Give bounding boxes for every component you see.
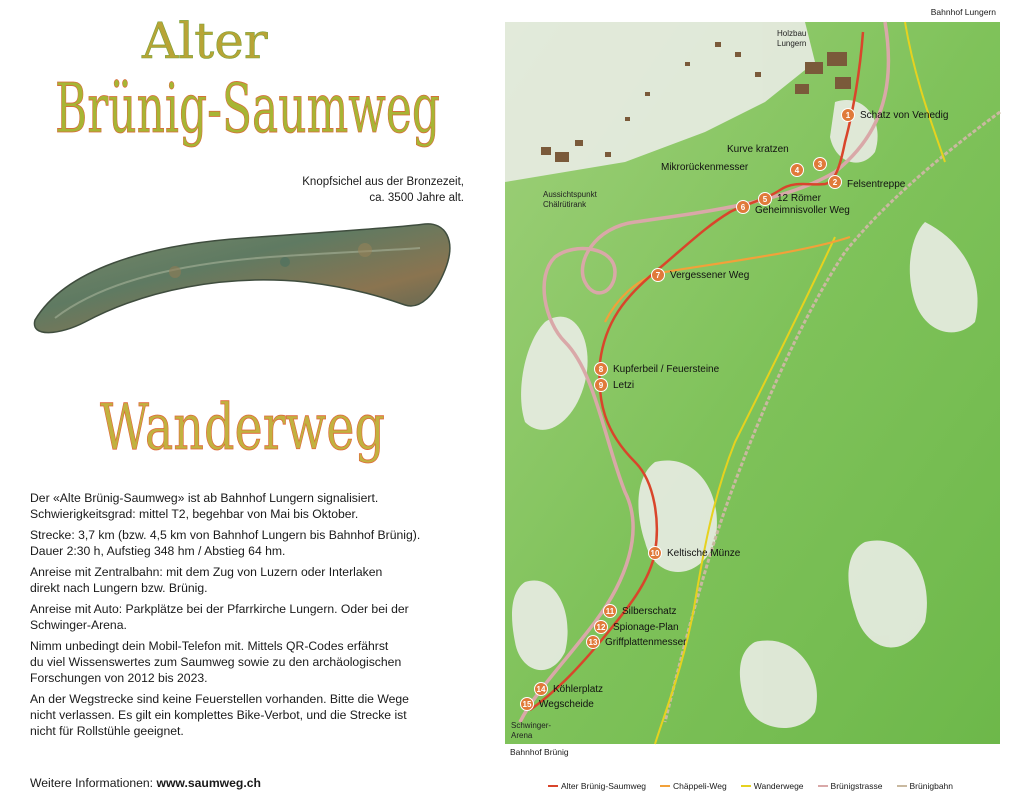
station-11[interactable] bbox=[604, 605, 677, 618]
station-number: 3 bbox=[817, 160, 823, 169]
info-text bbox=[30, 490, 470, 744]
legend-swatch bbox=[741, 785, 751, 787]
place-schwinger-line2: Arena bbox=[511, 731, 533, 740]
legend-label: Brünigstrasse bbox=[830, 781, 883, 791]
station-15[interactable] bbox=[521, 698, 595, 711]
title-subtitle bbox=[100, 385, 390, 465]
station-8[interactable] bbox=[595, 363, 720, 376]
info-p5c: Forschungen von 2012 bis 2023. bbox=[30, 671, 208, 685]
place-holzbau-line1: Holzbau bbox=[777, 29, 807, 38]
info-p1a: Der «Alte Brünig-Saumweg» ist ab Bahnhof Lungern signalisiert. bbox=[30, 491, 379, 505]
place-schwinger-line1: Schwinger- bbox=[511, 721, 552, 730]
station-number: 5 bbox=[762, 195, 768, 204]
legend-swatch bbox=[897, 785, 907, 787]
image-caption bbox=[244, 174, 464, 206]
info-paragraph bbox=[30, 527, 470, 559]
map-legend bbox=[548, 781, 953, 791]
info-paragraph bbox=[30, 601, 470, 633]
legend-swatch bbox=[548, 785, 558, 787]
station-label: Kurve kratzen bbox=[727, 144, 789, 155]
caption-line2: ca. 3500 Jahre alt. bbox=[369, 192, 464, 204]
station-label: Mikrorückenmesser bbox=[661, 162, 749, 173]
station-label: Vergessener Weg bbox=[670, 270, 750, 281]
legend-swatch bbox=[818, 785, 828, 787]
station-number: 12 bbox=[596, 623, 606, 632]
title-line1: Alter bbox=[142, 12, 268, 70]
place-aussicht-line1: Aussichtspunkt bbox=[543, 190, 597, 199]
legend-label: Wanderwege bbox=[753, 781, 804, 791]
station-number: 6 bbox=[740, 203, 746, 212]
label-bahnhof-lungern: Bahnhof Lungern bbox=[930, 7, 996, 17]
info-paragraph bbox=[30, 490, 470, 522]
station-label: Schatz von Venedig bbox=[860, 110, 949, 121]
station-number: 8 bbox=[598, 365, 604, 374]
info-p6c: nicht für Rollstühle geeignet. bbox=[30, 724, 184, 738]
station-label: Spionage-Plan bbox=[613, 622, 679, 633]
website-link[interactable]: www.saumweg.ch bbox=[156, 776, 261, 790]
legend-swatch bbox=[660, 785, 670, 787]
legend-item-bruenigbahn bbox=[897, 781, 953, 791]
info-p3b: direkt nach Lungern bzw. Brünig. bbox=[30, 581, 208, 595]
station-number: 10 bbox=[650, 549, 660, 558]
info-p3a: Anreise mit Zentralbahn: mit dem Zug von Luzern oder Interlaken bbox=[30, 565, 383, 579]
station-label: Geheimnisvoller Weg bbox=[755, 205, 850, 216]
trail-map bbox=[505, 22, 1000, 744]
legend-label: Alter Brünig-Saumweg bbox=[561, 781, 647, 791]
legend-item-chaeppeli bbox=[660, 781, 727, 791]
station-label: Silberschatz bbox=[622, 606, 677, 617]
place-holzbau-line2: Lungern bbox=[777, 39, 807, 48]
info-p6a: An der Wegstrecke sind keine Feuerstellen vorhanden. Bitte die Wege bbox=[30, 692, 409, 706]
subtitle-text: Wanderweg bbox=[100, 391, 385, 465]
info-p1b: Schwierigkeitsgrad: mittel T2, begehbar von Mai bis Oktober. bbox=[30, 507, 359, 521]
station-5[interactable] bbox=[759, 193, 822, 206]
station-number: 14 bbox=[536, 685, 546, 694]
station-number: 7 bbox=[655, 271, 661, 280]
station-label: 12 Römer bbox=[777, 193, 821, 204]
title-alter bbox=[138, 8, 268, 70]
title-line2: Brünig-Saumweg bbox=[55, 70, 440, 149]
place-aussicht-line2: Chälrütirank bbox=[543, 200, 587, 209]
info-paragraph bbox=[30, 638, 470, 686]
info-p5b: du viel Wissenswertes zum Saumweg sowie zu den archäologischen bbox=[30, 655, 402, 669]
station-label: Köhlerplatz bbox=[553, 684, 604, 695]
more-info bbox=[30, 776, 261, 790]
station-label: Felsentreppe bbox=[847, 179, 906, 190]
station-number: 13 bbox=[588, 638, 598, 647]
legend-item-bruenigstrasse bbox=[818, 781, 883, 791]
station-label: Kupferbeil / Feuersteine bbox=[613, 364, 720, 375]
station-number: 1 bbox=[845, 111, 851, 120]
info-paragraph bbox=[30, 564, 470, 596]
info-paragraph bbox=[30, 691, 470, 739]
station-label: Wegscheide bbox=[539, 699, 594, 710]
station-number: 9 bbox=[598, 381, 604, 390]
legend-item-wanderwege bbox=[741, 781, 804, 791]
station-number: 4 bbox=[794, 166, 800, 175]
station-number: 15 bbox=[522, 700, 532, 709]
station-14[interactable] bbox=[535, 683, 604, 696]
station-label: Keltische Münze bbox=[667, 548, 741, 559]
info-p2a: Strecke: 3,7 km (bzw. 4,5 km von Bahnhof Lungern bis Bahnhof Brünig). bbox=[30, 528, 421, 542]
info-p6b: nicht verlassen. Es gilt ein komplettes Bike-Verbot, und die Strecke ist bbox=[30, 708, 407, 722]
station-number: 11 bbox=[605, 607, 615, 616]
bronze-sickle-image bbox=[25, 210, 465, 345]
legend-label: Brünigbahn bbox=[909, 781, 953, 791]
legend-item-saumweg bbox=[548, 781, 646, 791]
station-number: 2 bbox=[832, 178, 838, 187]
title-main bbox=[55, 60, 445, 150]
info-p5a: Nimm unbedingt dein Mobil-Telefon mit. Mittels QR-Codes erfährst bbox=[30, 639, 389, 653]
info-p4a: Anreise mit Auto: Parkplätze bei der Pfarrkirche Lungern. Oder bei der bbox=[30, 602, 409, 616]
caption-line1: Knopfsichel aus der Bronzezeit, bbox=[302, 176, 464, 188]
station-label: Letzi bbox=[613, 380, 635, 391]
legend-label: Chäppeli-Weg bbox=[673, 781, 727, 791]
station-label: Griffplattenmesser bbox=[605, 637, 687, 648]
info-p2b: Dauer 2:30 h, Aufstieg 348 hm / Abstieg 64 hm. bbox=[30, 544, 286, 558]
more-label: Weitere Informationen: bbox=[30, 776, 154, 790]
station-9[interactable] bbox=[595, 379, 635, 392]
info-p4b: Schwinger-Arena. bbox=[30, 618, 127, 632]
label-bahnhof-bruenig: Bahnhof Brünig bbox=[510, 747, 569, 757]
